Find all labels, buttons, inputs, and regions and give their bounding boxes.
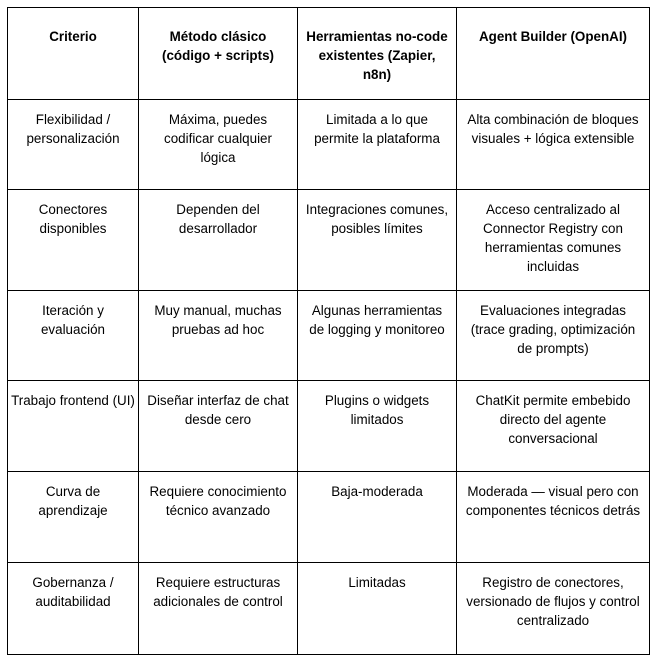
cell-metodo-clasico: Diseñar interfaz de chat desde cero [139, 381, 298, 472]
cell-no-code: Baja-moderada [298, 472, 457, 563]
cell-agent-builder: Evaluaciones integradas (trace grading, optimización de prompts) [457, 291, 650, 381]
table-row [8, 291, 650, 381]
header-agent-builder: Agent Builder (OpenAI) [457, 8, 650, 100]
table-row [8, 381, 650, 472]
cell-criterio: Gobernanza / auditabilidad [8, 563, 139, 655]
cell-agent-builder: Registro de conectores, versionado de flujos y control centralizado [457, 563, 650, 655]
header-metodo-clasico: Método clásico (código + scripts) [139, 8, 298, 100]
header-criterio: Criterio [8, 8, 139, 100]
table-row [8, 190, 650, 291]
cell-no-code: Plugins o widgets limitados [298, 381, 457, 472]
cell-agent-builder: ChatKit permite embebido directo del agente conversacional [457, 381, 650, 472]
cell-no-code: Integraciones comunes, posibles límites [298, 190, 457, 291]
cell-metodo-clasico: Requiere conocimiento técnico avanzado [139, 472, 298, 563]
cell-agent-builder: Alta combinación de bloques visuales + lógica extensible [457, 100, 650, 190]
cell-metodo-clasico: Máxima, puedes codificar cualquier lógica [139, 100, 298, 190]
cell-criterio: Iteración y evaluación [8, 291, 139, 381]
table-row [8, 563, 650, 655]
cell-no-code: Limitadas [298, 563, 457, 655]
cell-criterio: Curva de aprendizaje [8, 472, 139, 563]
table-row [8, 472, 650, 563]
cell-metodo-clasico: Dependen del desarrollador [139, 190, 298, 291]
cell-metodo-clasico: Muy manual, muchas pruebas ad hoc [139, 291, 298, 381]
cell-criterio: Trabajo frontend (UI) [8, 381, 139, 472]
cell-no-code: Algunas herramientas de logging y monitoreo [298, 291, 457, 381]
cell-agent-builder: Moderada — visual pero con componentes técnicos detrás [457, 472, 650, 563]
cell-agent-builder: Acceso centralizado al Connector Registry con herramientas comunes incluidas [457, 190, 650, 291]
comparison-table [7, 7, 650, 655]
cell-metodo-clasico: Requiere estructuras adicionales de control [139, 563, 298, 655]
header-herramientas-no-code: Herramientas no-code existentes (Zapier, n8n) [298, 8, 457, 100]
cell-criterio: Flexibilidad / personalización [8, 100, 139, 190]
cell-criterio: Conectores disponibles [8, 190, 139, 291]
table-row [8, 100, 650, 190]
header-row [8, 8, 650, 100]
cell-no-code: Limitada a lo que permite la plataforma [298, 100, 457, 190]
